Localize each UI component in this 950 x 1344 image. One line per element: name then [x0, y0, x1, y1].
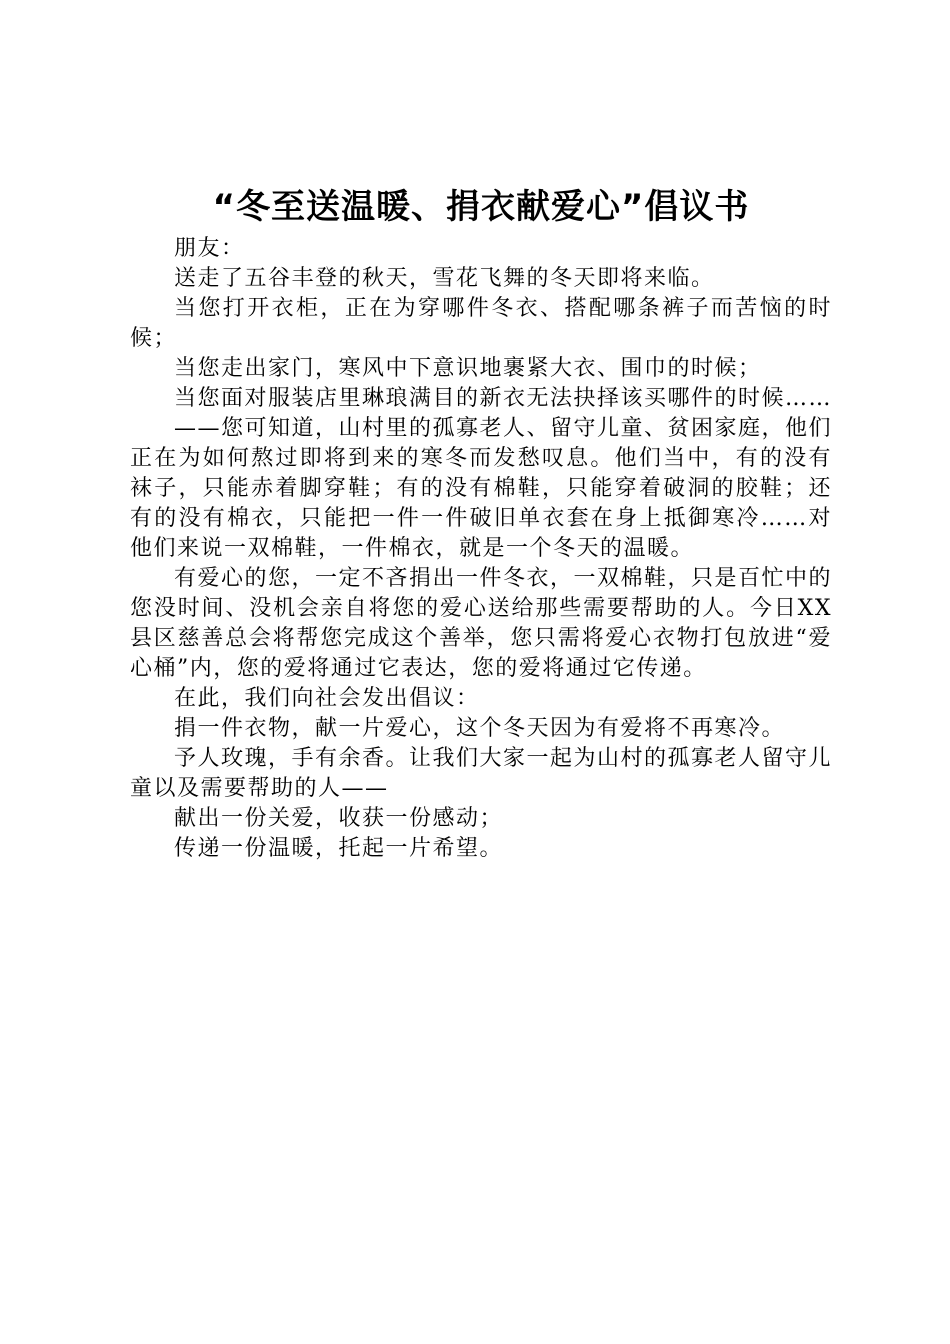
closing-line: 传递一份温暖，托起一片希望。	[174, 836, 504, 861]
body-paragraph: 当您面对服装店里琳琅满目的新衣无法抉择该买哪件的时候……	[174, 386, 833, 411]
document-page	[130, 182, 832, 864]
body-paragraph: 当您走出家门，寒风中下意识地裹紧大衣、围巾的时候；	[174, 356, 762, 381]
body-paragraph: 有爱心的您，一定不吝捐出一件冬衣，一双棉鞋，只是百忙中的您没时间、没机会亲自将您的爱心送给那些需要帮助的人。今日XX县区慈善总会将帮您完成这个善举，您只需将爱心衣物打包放进“爱心桶”内，您的爱将通过它表达，您的爱将通过它传递。	[130, 566, 833, 681]
document-body	[130, 234, 832, 864]
document-title: “冬至送温暖、捐衣献爱心”倡议书	[212, 187, 750, 227]
body-paragraph: 予人玫瑰，手有余香。让我们大家一起为山村的孤寡老人留守儿童以及需要帮助的人——	[130, 746, 833, 801]
body-paragraph: 送走了五谷丰登的秋天，雪花飞舞的冬天即将来临。	[174, 266, 715, 291]
body-paragraph: 在此，我们向社会发出倡议：	[174, 686, 480, 711]
body-paragraph: ——您可知道，山村里的孤寡老人、留守儿童、贫困家庭，他们正在为如何熬过即将到来的寒冬而发愁叹息。他们当中，有的没有袜子，只能赤着脚穿鞋；有的没有棉鞋，只能穿着破洞的胶鞋；还有的没有棉衣，只能把一件一件破旧单衣套在身上抵御寒冷……对他们来说一双棉鞋，一件棉衣，就是一个冬天的温暖。	[130, 416, 833, 561]
closing-line: 献出一份关爱，收获一份感动；	[174, 806, 504, 831]
salutation: 朋友：	[174, 236, 245, 261]
body-paragraph: 当您打开衣柜，正在为穿哪件冬衣、搭配哪条裤子而苦恼的时候；	[130, 296, 832, 351]
body-paragraph: 捐一件衣物，献一片爱心，这个冬天因为有爱将不再寒冷。	[174, 716, 786, 741]
